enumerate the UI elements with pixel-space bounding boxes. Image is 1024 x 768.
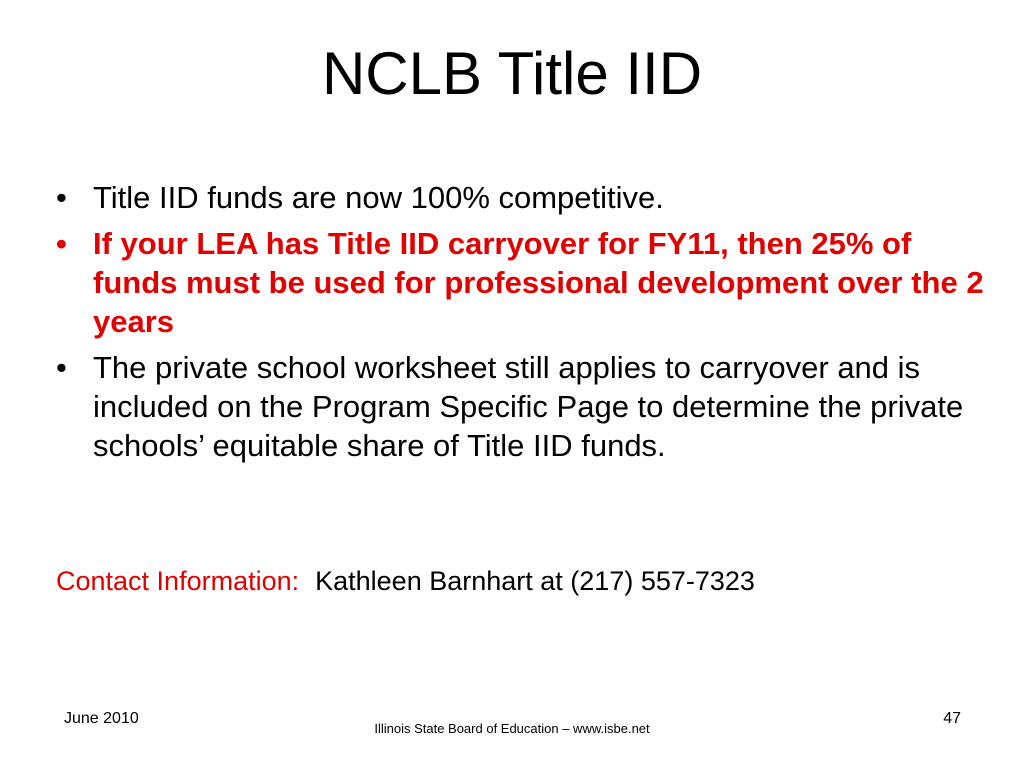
footer-date: June 2010 (64, 710, 139, 727)
contact-line (56, 563, 755, 599)
footer-organization: Illinois State Board of Education – www.isbe.net (374, 721, 650, 736)
bullet-glyph: • (56, 350, 67, 385)
slide-title: NCLB Title IID (321, 40, 703, 107)
bullet-item-emphasized (56, 224, 986, 341)
bullet-text: The private school worksheet still applies to carryover and is included on the Program Specific Page to determine the private schools’ equitable share of Title IID funds. (93, 350, 964, 463)
bullet-glyph: • (56, 180, 67, 215)
bullet-text: If your LEA has Title IID carryover for FY11, then 25% of funds must be used for professional development over the 2 years (93, 226, 984, 339)
bullet-item (56, 348, 986, 465)
bullet-list (56, 178, 986, 472)
page-number: 47 (943, 710, 961, 727)
contact-label: Contact Information: (56, 566, 300, 596)
bullet-glyph: • (56, 226, 67, 261)
bullet-text: Title IID funds are now 100% competitive. (93, 180, 664, 215)
contact-value: Kathleen Barnhart at (217) 557-7323 (315, 566, 755, 596)
bullet-item (56, 178, 986, 217)
